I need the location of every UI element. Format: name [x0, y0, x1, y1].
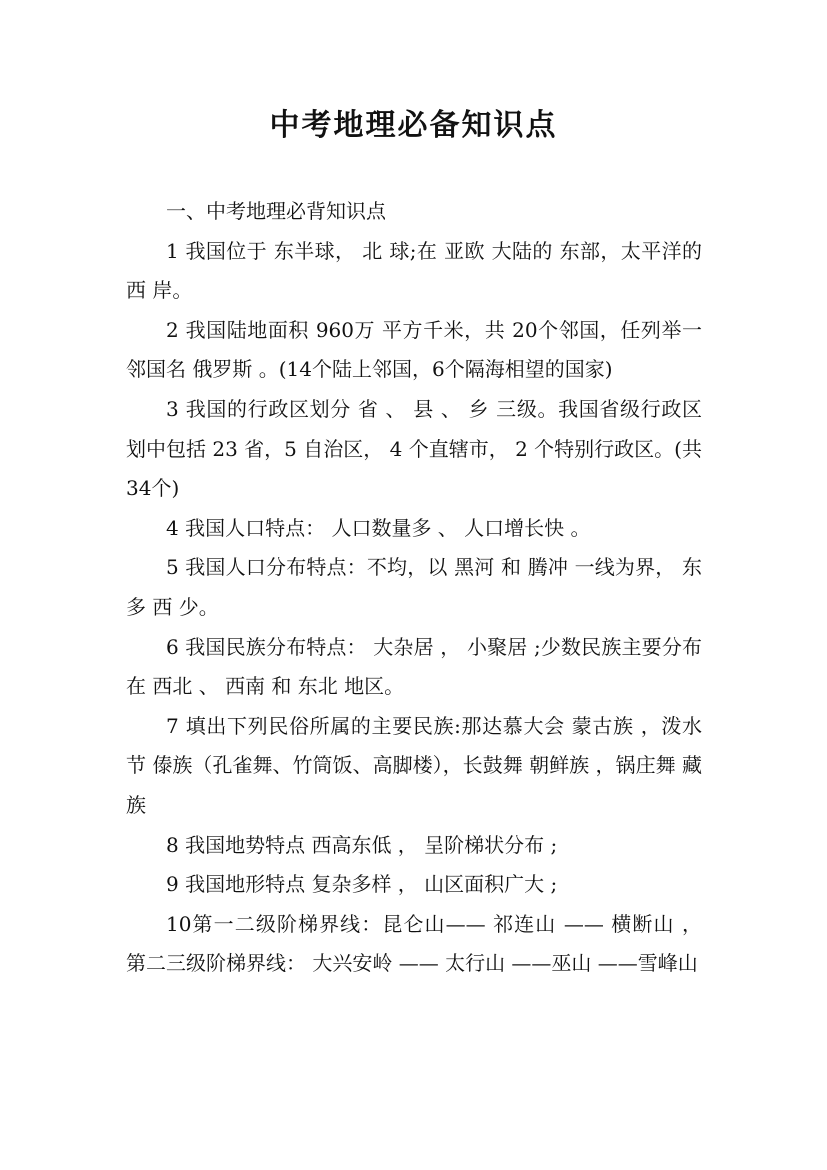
paragraph: 5 我国人口分布特点：不均，以 黑河 和 腾冲 一线为界， 东 多 西 少。 [126, 555, 702, 619]
paragraph: 3 我国的行政区划分 省 、 县 、 乡 三级。我国省级行政区划中包括 23 省，5 自治区， 4 个直辖市， 2 个特别行政区。(共34个) [126, 396, 702, 501]
section-heading: 一、中考地理必背知识点 [166, 199, 386, 223]
paragraph: 10第一二级阶梯界线：昆仑山—— 祁连山 —— 横断山 ， 第二三级阶梯界线： 大兴安岭 —— 太行山 ——巫山 ——雪峰山 [126, 911, 702, 976]
paragraph: 4 我国人口特点： 人口数量多 、 人口增长快 。 [166, 515, 591, 540]
document-body [126, 192, 702, 984]
paragraph: 7 填出下列民俗所属的主要民族:那达慕大会 蒙古族 ，泼水节 傣族（孔雀舞、竹筒饭、高脚楼），长鼓舞 朝鲜族 ，锅庄舞 藏族 [126, 713, 702, 817]
paragraph: 8 我国地势特点 西高东低 ， 呈阶梯状分布 ; [166, 832, 558, 857]
paragraph: 1 我国位于 东半球， 北 球;在 亚欧 大陆的 东部，太平洋的 西 岸。 [126, 238, 702, 303]
paragraph: 2 我国陆地面积 960万 平方千米，共 20个邻国，任列举一邻国名 俄罗斯 。(14个陆上邻国，6个隔海相望的国家) [126, 317, 702, 382]
paragraph: 9 我国地形特点 复杂多样 ， 山区面积广大 ; [166, 872, 558, 897]
document-title: 中考地理必备知识点 [269, 108, 558, 143]
paragraph: 6 我国民族分布特点： 大杂居 ， 小聚居 ;少数民族主要分布在 西北 、 西南 和 东北 地区。 [126, 634, 702, 699]
